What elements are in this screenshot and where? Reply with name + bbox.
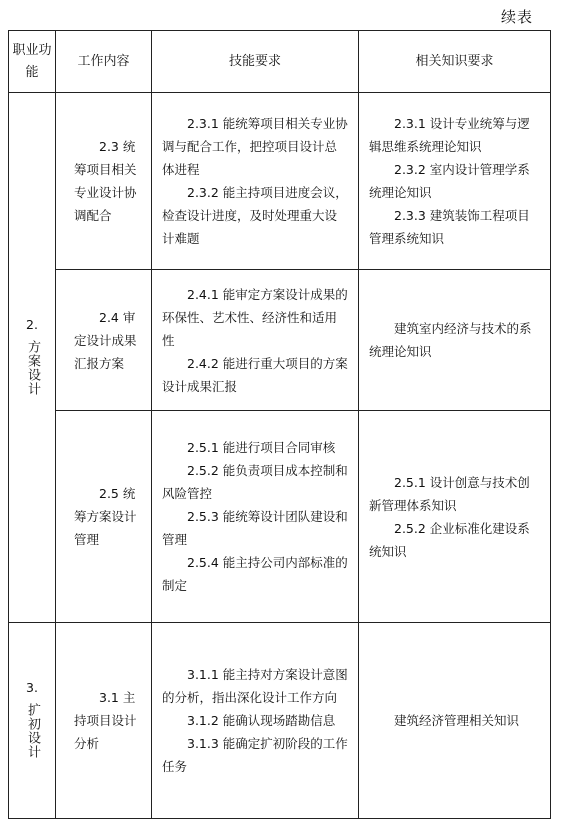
continued-label: 续表 [500,8,533,26]
skills-cell [152,270,359,411]
skills-cell [152,93,359,270]
skill-item: 2.4.2 能进行重大项目的方案设计成果汇报 [162,355,348,394]
function-name: 扩初设计 [25,702,40,759]
knowledge-cell [359,270,551,411]
function-cell [9,623,56,819]
skill-item: 2.5.1 能进行项目合同审核 [187,440,336,455]
content-cell: 3.1 主持项目设计分析 [56,623,152,819]
content-cell: 2.4 审定设计成果汇报方案 [56,270,152,411]
skill-item: 2.3.1 能统筹项目相关专业协调与配合工作，把控项目设计总体进程 [162,116,348,177]
knowledge-item: 2.5.1 设计创意与技术创新管理体系知识 [369,474,530,513]
function-number: 2. [26,316,38,332]
skill-item: 2.5.4 能主持公司内部标准的制定 [162,555,348,593]
skill-item: 3.1.1 能主持对方案设计意图的分析，指出深化设计工作方向 [162,667,348,705]
header-skills: 技能要求 [152,31,359,93]
function-number: 3. [26,679,38,695]
knowledge-item: 2.3.3 建筑装饰工程项目管理系统知识 [369,208,530,246]
skill-item: 3.1.3 能确定扩初阶段的工作任务 [162,736,348,774]
knowledge-item: 2.3.1 设计专业统筹与逻辑思维系统理论知识 [369,116,530,154]
table-row [9,411,551,623]
knowledge-item: 2.5.2 企业标准化建设系统知识 [369,520,530,559]
skill-item: 2.4.1 能审定方案设计成果的环保性、艺术性、经济性和适用性 [162,286,348,348]
table-row [9,623,551,819]
header-row [9,31,551,93]
skill-item: 2.3.2 能主持项目进度会议，检查设计进度，及时处理重大设计难题 [162,185,348,246]
occupational-standard-table [8,30,551,819]
skill-item: 2.5.2 能负责项目成本控制和风险管控 [162,463,348,501]
function-name: 方案设计 [25,339,40,396]
skills-cell [152,623,359,819]
skill-item: 2.5.3 能统筹设计团队建设和管理 [162,509,348,547]
knowledge-item: 建筑室内经济与技术的系统理论知识 [369,321,532,359]
knowledge-cell [359,411,551,623]
content-cell: 2.5 统筹方案设计管理 [56,411,152,623]
header-function: 职业功能 [9,31,56,93]
header-content: 工作内容 [56,31,152,93]
function-cell [9,93,56,623]
knowledge-item: 2.3.2 室内设计管理学系统理论知识 [369,162,530,200]
table-row [9,93,551,270]
table-row [9,270,551,411]
skill-item: 3.1.2 能确认现场踏勘信息 [187,713,336,728]
knowledge-item: 建筑经济管理相关知识 [394,713,520,728]
knowledge-cell [359,623,551,819]
content-cell: 2.3 统筹项目相关专业设计协调配合 [56,93,152,270]
header-knowledge: 相关知识要求 [359,31,551,93]
skills-cell [152,411,359,623]
knowledge-cell [359,93,551,270]
